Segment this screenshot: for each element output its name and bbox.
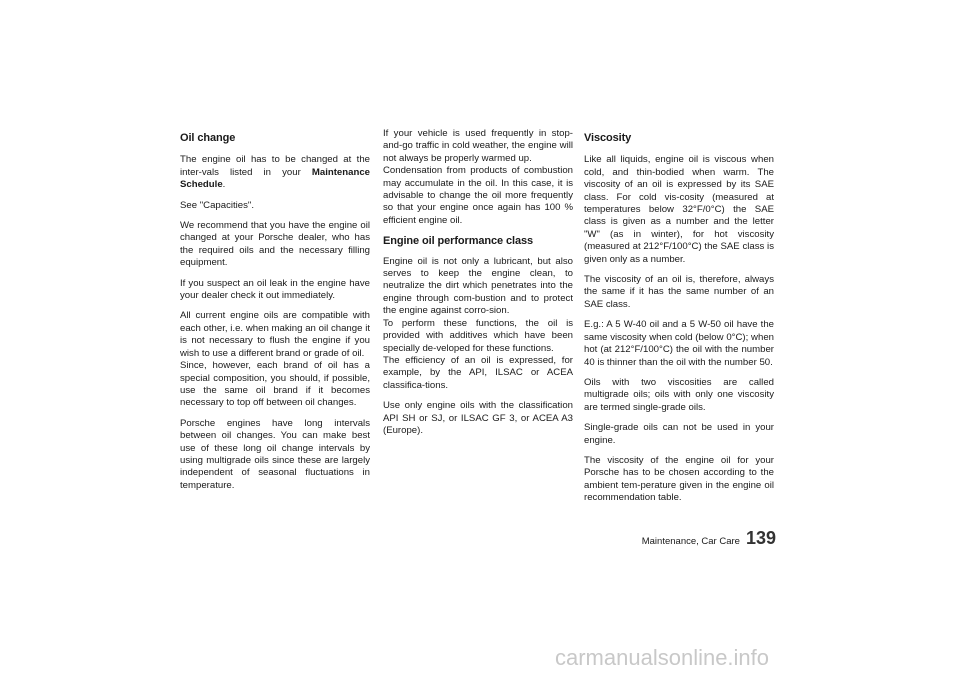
paragraph-viscosity-definition: Like all liquids, engine oil is viscous when cold, and thin-bodied when warm. The viscosity of an oil is expressed by its SAE class. For cold vis-cosity (measured at temperatures below 32°F/0°C) the SAE class is given as a number and the letter "W" (as in winter), for hot viscosity (measured at 212°F/100°C) the SAE class is given only as a number. xyxy=(584,154,774,265)
paragraph-maintenance-intervals xyxy=(180,154,370,191)
paragraph-condensation: Condensation from products of combustion may accumulate in the oil. In this case, it is advisable to change the oil more frequently so that your engine once again has 100 % efficient engine oil. xyxy=(383,165,573,226)
watermark: carmanualsonline.info xyxy=(555,645,770,670)
paragraph-use-only: Use only engine oils with the classification API SH or SJ, or ILSAC GF 3, or ACEA A3 (Europe). xyxy=(383,400,573,436)
paragraph-single-grade: Single-grade oils can not be used in your engine. xyxy=(584,422,774,446)
paragraph-same-brand: Since, however, each brand of oil has a special composition, you should, if possible, use the same oil brand if it becomes necessary to top off between oil changes. xyxy=(180,360,370,409)
column-viscosity xyxy=(584,128,774,513)
maintenance-schedule-ref: Maintenance Schedule xyxy=(180,166,370,191)
paragraph-ambient-temperature: The viscosity of the engine oil for your Porsche has to be chosen according to the ambient tem-perature given in the engine oil recommendation table. xyxy=(584,454,774,504)
heading-engine-oil-performance-class: Engine oil performance class xyxy=(383,235,534,248)
paragraph-sae-class: The viscosity of an oil is, therefore, always the same if it has the same number of an SAE class. xyxy=(584,274,774,310)
paragraph-stop-and-go: If your vehicle is used frequently in stop-and-go traffic in cold weather, the engine will not always be properly warmed up. xyxy=(383,128,573,164)
paragraph-additives: To perform these functions, the oil is provided with additives which have been specially de-veloped for these functions. xyxy=(383,317,573,354)
paragraph-compatibility: All current engine oils are compatible with each other, i.e. when making an oil change it is not necessary to flush the engine if you wish to use a different brand or grade of oil. xyxy=(180,310,370,359)
paragraph-lubricant: Engine oil is not only a lubricant, but also serves to keep the engine clean, to neutralize the dirt which penetrates into the engine through com-bustion and to protect the engine against corro-sion. xyxy=(383,255,573,317)
page-footer xyxy=(600,528,776,549)
paragraph-example: E.g.: A 5 W-40 oil and a 5 W-50 oil have the same viscosity when cold (below 0°C); when hot (at 212°F/100°C) the oil with the number 40 is thinner than the oil with the number 50. xyxy=(584,319,774,368)
page-number: 139 xyxy=(745,528,776,548)
paragraph-classifications: The efficiency of an oil is expressed, for example, by the API, ILSAC or ACEA classifica-tions. xyxy=(383,354,573,391)
column-performance-class xyxy=(383,128,573,445)
heading-oil-change: Oil change xyxy=(180,132,236,144)
heading-viscosity: Viscosity xyxy=(584,132,632,144)
paragraph-multigrade: Oils with two viscosities are called multigrade oils; oils with only one viscosity are termed single-grade oils. xyxy=(584,376,774,413)
section-label: Maintenance, Car Care xyxy=(641,536,740,547)
paragraph-capacities-ref: See "Capacities". xyxy=(180,199,255,211)
paragraph-text: The engine oil has to be changed at the inter-vals listed in your xyxy=(180,154,370,178)
paragraph-dealer-recommendation: We recommend that you have the engine oil changed at your Porsche dealer, who has the required oils and the necessary filling equipment. xyxy=(180,220,370,269)
column-oil-change xyxy=(180,128,370,500)
paragraph-oil-leak: If you suspect an oil leak in the engine have your dealer check it out immediately. xyxy=(180,277,370,302)
paragraph-end: . xyxy=(222,179,226,191)
paragraph-long-intervals: Porsche engines have long intervals between oil changes. You can make best use of these long oil change intervals by using multigrade oils since these are largely independent of seasonal fluctuations in temperature. xyxy=(180,417,370,491)
